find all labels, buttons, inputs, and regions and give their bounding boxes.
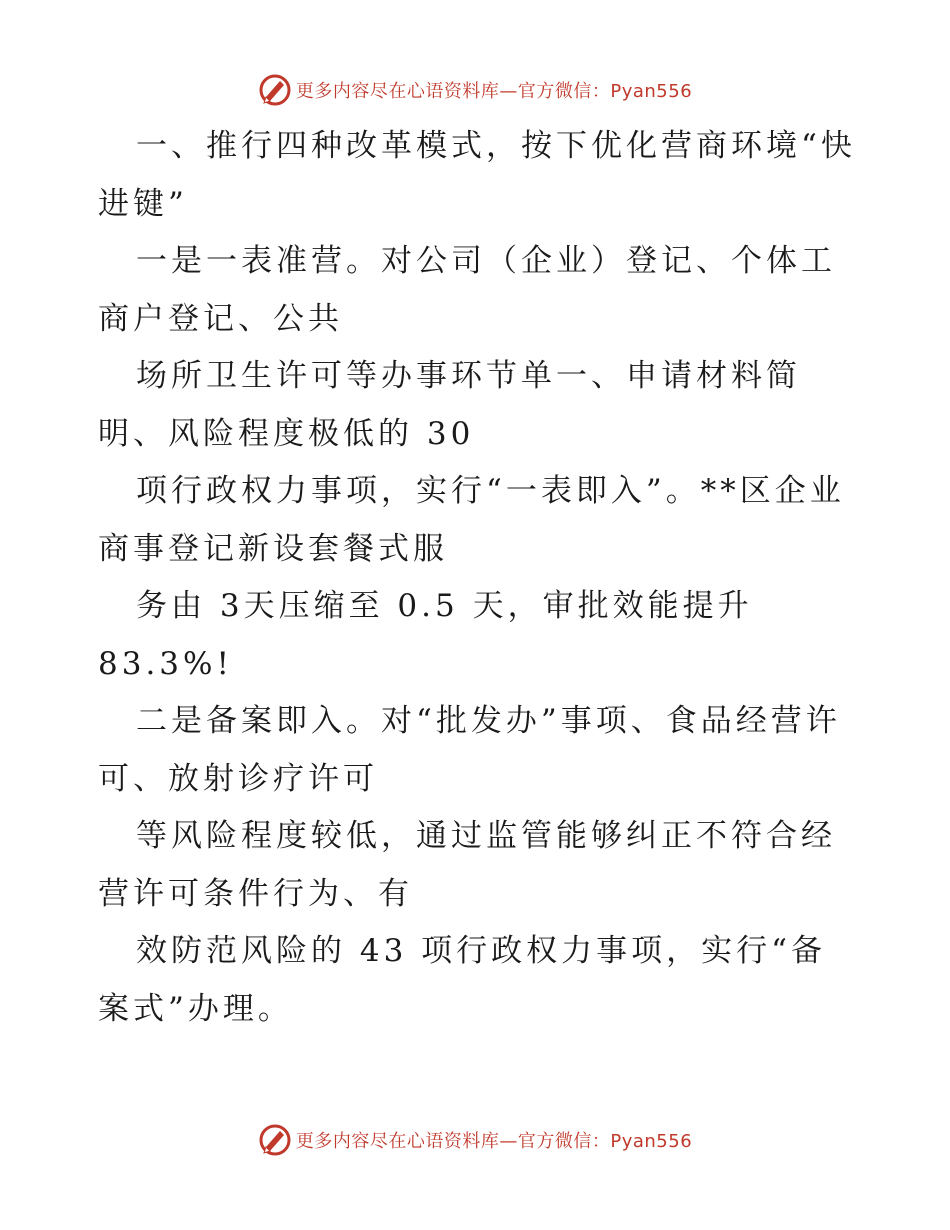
document-body <box>98 118 858 1038</box>
paragraph-line: 等风险程度较低，通过监管能够纠正不符合经营许可条件行为、有 <box>98 818 836 912</box>
pen-logo-icon <box>258 1123 292 1157</box>
watermark-text <box>296 1127 692 1153</box>
watermark-title: 更多内容尽在心语资料库 <box>295 81 500 102</box>
paragraph-line: 务由 3天压缩至 0.5 天，审批效能提升 <box>136 588 753 624</box>
watermark-account: 官方微信：Pyan556 <box>517 1131 693 1152</box>
watermark-account: 官方微信：Pyan556 <box>517 81 693 102</box>
watermark-text <box>296 77 692 103</box>
pen-logo-icon <box>258 73 292 107</box>
watermark-dash: — <box>499 81 518 102</box>
header-watermark <box>0 70 950 110</box>
watermark-dash: — <box>499 1131 518 1152</box>
paragraph-line: 83.3%! <box>98 645 233 682</box>
paragraph-line: 二是备案即入。对“批发办”事项、食品经营许可、放射诊疗许可 <box>98 703 841 797</box>
paragraph-line: 一是一表准营。对公司（企业）登记、个体工商户登记、公共 <box>98 243 836 337</box>
footer-watermark <box>0 1120 950 1160</box>
section-heading: 一、推行四种改革模式，按下优化营商环境“快进键” <box>98 128 856 222</box>
watermark-title: 更多内容尽在心语资料库 <box>295 1131 500 1152</box>
paragraph-line: 场所卫生许可等办事环节单一、申请材料简明、风险程度极低的 30 <box>98 358 801 452</box>
paragraph-line: 效防范风险的 43 项行政权力事项，实行“备案式”办理。 <box>98 933 827 1027</box>
paragraph-line: 项行政权力事项，实行“一表即入”。**区企业商事登记新设套餐式服 <box>98 473 845 567</box>
